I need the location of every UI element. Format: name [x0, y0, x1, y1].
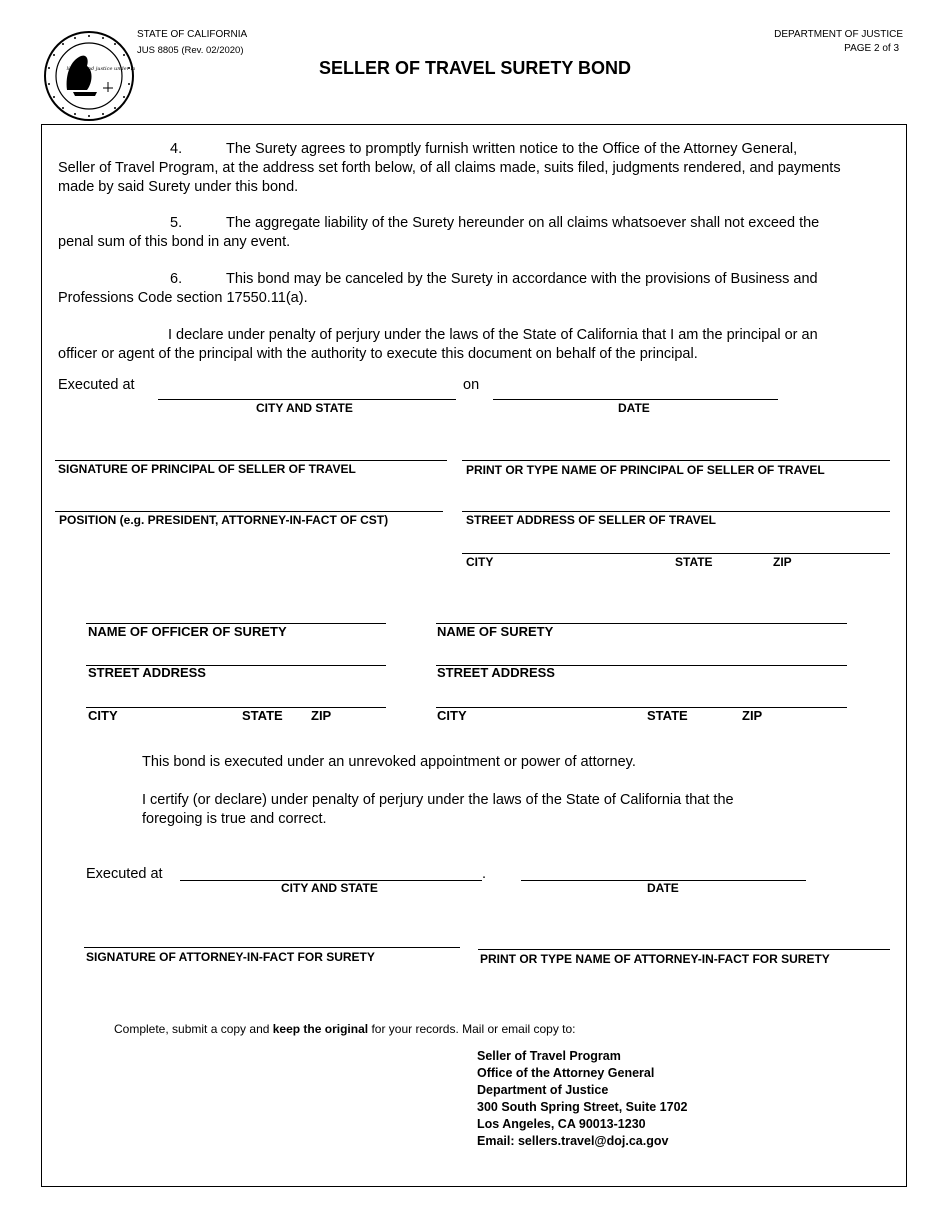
address-line: 300 South Spring Street, Suite 1702	[477, 1100, 688, 1114]
mail-instructions: Complete, submit a copy and keep the original for your records. Mail or email copy to:	[114, 1022, 576, 1036]
address-line: Seller of Travel Program	[477, 1049, 621, 1063]
state-label: STATE OF CALIFORNIA	[137, 29, 248, 40]
declaration-first: I declare under penalty of perjury under the laws of the State of California that I am the principal or an	[168, 327, 818, 343]
attorney-name-label: PRINT OR TYPE NAME OF ATTORNEY-IN-FACT FOR SURETY	[480, 952, 830, 966]
seal-motto: liberty and justice under law	[66, 66, 135, 72]
city-state-field[interactable]	[158, 399, 456, 400]
certify-rest: foregoing is true and correct.	[142, 811, 327, 827]
date-field[interactable]	[493, 399, 778, 400]
principal-signature-field[interactable]	[55, 460, 447, 461]
seller-zip-label: ZIP	[773, 555, 792, 569]
position-label: POSITION (e.g. PRESIDENT, ATTORNEY-IN-FACT OF CST)	[59, 513, 389, 527]
paragraph-5-rest: penal sum of this bond in any event.	[58, 234, 291, 250]
seller-city-label: CITY	[466, 555, 494, 569]
paragraph-4-rest: Seller of Travel Program, at the address set forth below, of all claims made, suits filed, judgments rendered, and payments made by said Surety under this bond.	[58, 160, 841, 195]
surety-state-label: STATE	[647, 708, 688, 723]
surety-name-label: NAME OF SURETY	[437, 624, 554, 639]
principal-signature-label: SIGNATURE OF PRINCIPAL OF SELLER OF TRAVEL	[58, 462, 356, 476]
mailing-address	[477, 1048, 687, 1150]
surety-city-state-zip-field[interactable]	[436, 707, 847, 708]
principal-name-label: PRINT OR TYPE NAME OF PRINCIPAL OF SELLER OF TRAVEL	[466, 463, 825, 477]
unrevoked-statement: This bond is executed under an unrevoked appointment or power of attorney.	[142, 754, 636, 770]
paragraph-6	[58, 270, 878, 308]
surety-zip-label: ZIP	[742, 708, 763, 723]
seller-state-label: STATE	[675, 555, 713, 569]
page-number: PAGE 2 of 3	[844, 43, 899, 54]
paragraph-5-first: The aggregate liability of the Surety hereunder on all claims whatsoever shall not exceed the	[226, 215, 820, 231]
paragraph-6-rest: Professions Code section 17550.11(a).	[58, 290, 308, 306]
paragraph-6-number: 6.	[170, 271, 183, 287]
form-number: JUS 8805 (Rev. 02/2020)	[137, 45, 244, 56]
attorney-signature-label: SIGNATURE OF ATTORNEY-IN-FACT FOR SURETY	[86, 950, 375, 964]
paragraph-5-number: 5.	[170, 215, 183, 231]
city-state-label: CITY AND STATE	[256, 401, 353, 415]
seller-street-label: STREET ADDRESS OF SELLER OF TRAVEL	[466, 513, 717, 527]
officer-city-state-zip-field[interactable]	[86, 707, 386, 708]
paragraph-6-first: This bond may be canceled by the Surety in accordance with the provisions of Business and	[226, 271, 818, 287]
executed-at-label: Executed at	[58, 377, 135, 393]
attorney-executed-at-label: Executed at	[86, 866, 163, 882]
certify-first: I certify (or declare) under penalty of perjury under the laws of the State of California that the	[142, 792, 734, 808]
date-label: DATE	[618, 401, 650, 415]
principal-name-field[interactable]	[462, 460, 890, 461]
declaration-rest: officer or agent of the principal with the authority to execute this document on behalf of the principal.	[58, 346, 698, 362]
paragraph-4-number: 4.	[170, 141, 183, 157]
officer-city-label: CITY	[88, 708, 118, 723]
department-label: DEPARTMENT OF JUSTICE	[774, 29, 903, 40]
attorney-name-field[interactable]	[478, 949, 890, 950]
email-link[interactable]: Email: sellers.travel@doj.ca.gov	[477, 1134, 669, 1148]
paragraph-4-first: The Surety agrees to promptly furnish written notice to the Office of the Attorney General,	[226, 141, 798, 157]
paragraph-5	[58, 214, 878, 252]
attorney-date-label: DATE	[647, 881, 679, 895]
address-line: Los Angeles, CA 90013-1230	[477, 1117, 646, 1131]
officer-name-label: NAME OF OFFICER OF SURETY	[88, 624, 287, 639]
declaration-paragraph	[58, 326, 878, 364]
seller-street-field[interactable]	[462, 511, 890, 512]
officer-zip-label: ZIP	[311, 708, 332, 723]
attorney-period: .	[482, 866, 487, 882]
address-line: Department of Justice	[477, 1083, 609, 1097]
paragraph-4	[58, 140, 878, 197]
officer-street-label: STREET ADDRESS	[88, 665, 206, 680]
address-line: Office of the Attorney General	[477, 1066, 655, 1080]
seller-city-state-zip-field[interactable]	[462, 553, 890, 554]
on-label: on	[463, 377, 480, 393]
position-field[interactable]	[55, 511, 443, 512]
officer-state-label: STATE	[242, 708, 283, 723]
surety-city-label: CITY	[437, 708, 467, 723]
certify-paragraph	[142, 791, 842, 829]
attorney-signature-field[interactable]	[84, 947, 460, 948]
attorney-city-state-label: CITY AND STATE	[281, 881, 378, 895]
page-title: SELLER OF TRAVEL SURETY BOND	[318, 58, 632, 78]
surety-street-label: STREET ADDRESS	[437, 665, 555, 680]
